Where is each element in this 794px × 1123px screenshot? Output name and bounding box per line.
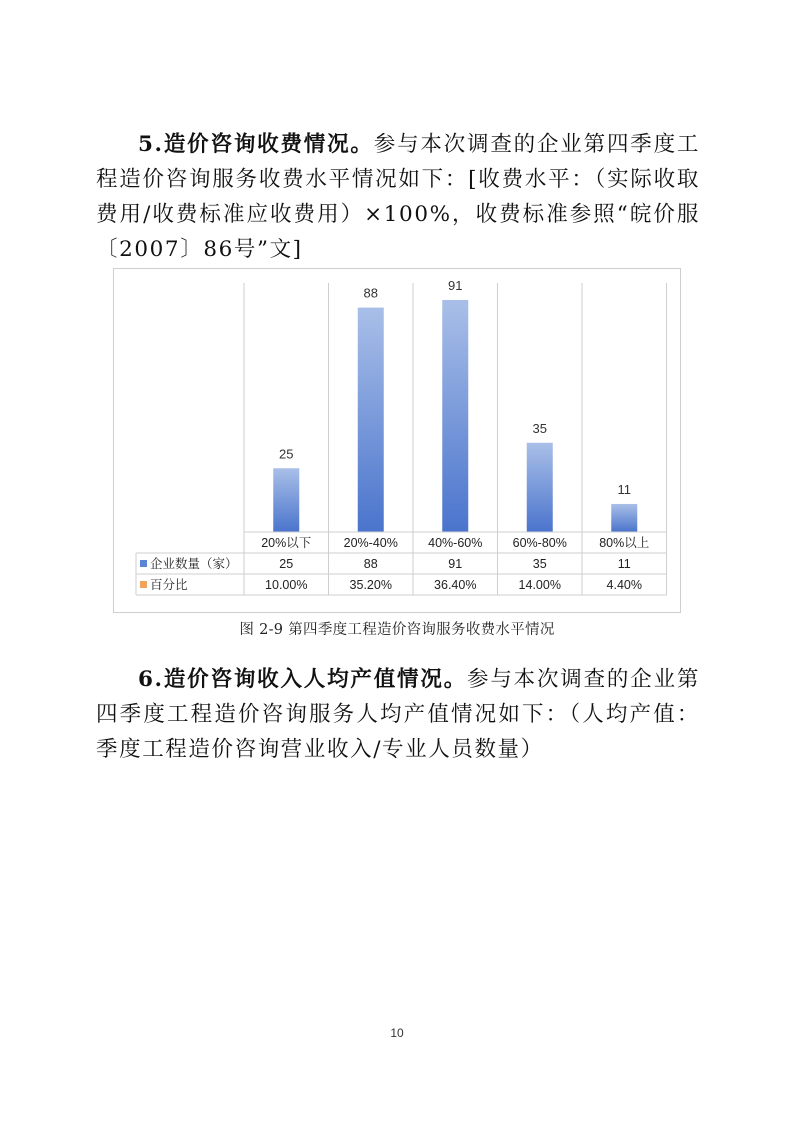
bar: [527, 443, 553, 532]
table-cell: 36.40%: [434, 578, 477, 592]
table-cell: 35: [532, 557, 547, 571]
bar-data-label: 35: [532, 420, 547, 436]
fee-level-chart: [113, 268, 681, 613]
table-cell: 25: [279, 557, 294, 571]
category-tick-label: 40%-60%: [428, 536, 483, 550]
table-cell: 88: [363, 557, 378, 571]
category-tick-label: 20%以下: [261, 536, 312, 550]
bar: [358, 308, 384, 532]
bar: [442, 300, 468, 532]
table-cell: 10.00%: [265, 578, 308, 592]
category-tick-label: 60%-80%: [512, 536, 567, 550]
table-cell: 35.20%: [349, 578, 392, 592]
legend-key-swatch: [140, 560, 147, 567]
figure-caption: 图 2-9 第四季度工程造价咨询服务收费水平情况: [239, 622, 555, 638]
table-cell: 91: [448, 557, 463, 571]
category-tick-label: 80%以上: [599, 536, 650, 550]
bar-data-label: 11: [617, 481, 631, 497]
table-cell: 14.00%: [518, 578, 561, 592]
bar: [611, 504, 637, 532]
section-6-heading: 6.造价咨询收入人均产值情况。: [138, 667, 468, 692]
table-row-name: 百分比: [150, 578, 188, 592]
page-number: 10: [390, 1026, 404, 1040]
category-tick-label: 20%-40%: [343, 536, 398, 550]
table-cell: 11: [617, 557, 631, 571]
section-5-body: 参与本次调查的企业第四季度工程造价咨询服务收费水平情况如下：[收费水平：（实际收取费用/收费标准应收费用）×100%，收费标准参照“皖价服〔2007〕86号”文]: [96, 132, 701, 262]
bar: [273, 468, 299, 532]
table-cell: 4.40%: [606, 578, 642, 592]
section-6-body: 参与本次调查的企业第四季度工程造价咨询服务人均产值情况如下：（人均产值：季度工程造价咨询营业收入/专业人员数量）: [96, 667, 700, 762]
section-6-paragraph: [96, 662, 700, 767]
bar-data-label: 25: [279, 446, 294, 462]
bar-data-label: 88: [363, 285, 378, 301]
table-row-name: 企业数量（家）: [150, 557, 238, 571]
bar-data-label: 91: [448, 277, 463, 293]
chart-svg: [114, 269, 680, 612]
section-5-paragraph: [96, 127, 700, 267]
legend-key-swatch: [140, 581, 147, 588]
section-5-heading: 5.造价咨询收费情况。: [138, 132, 374, 157]
